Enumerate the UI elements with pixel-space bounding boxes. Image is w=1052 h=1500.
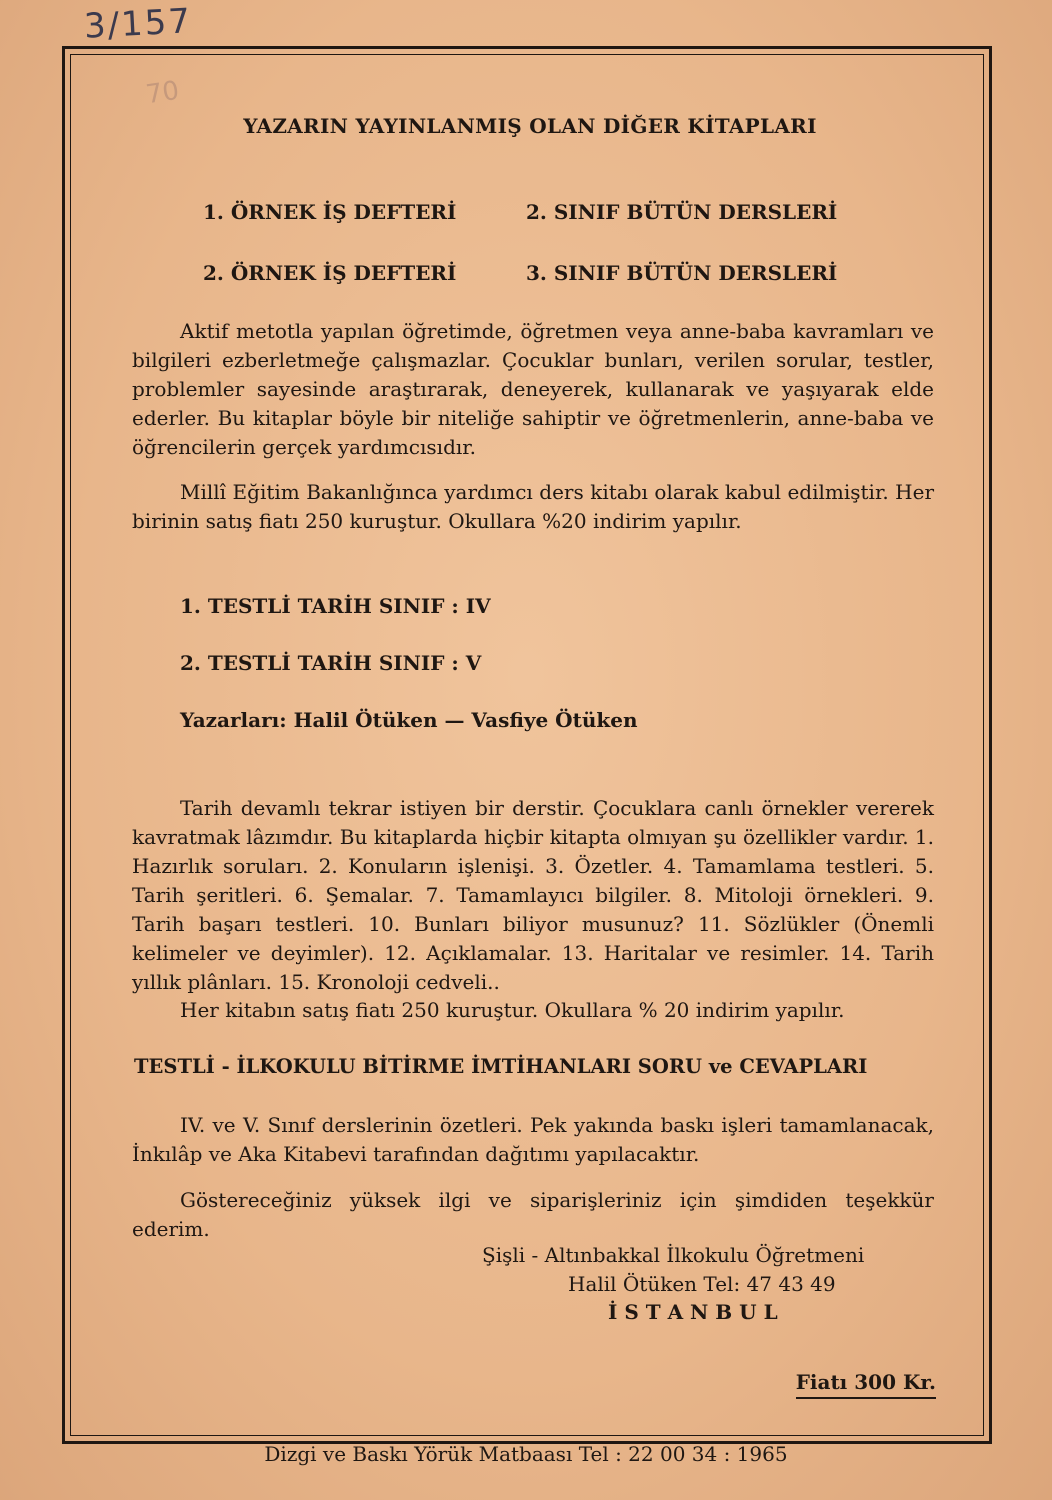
testli-tarih-iv: 1. TESTLİ TARİH SINIF : IV [180,594,491,618]
price-label: Fiatı 300 Kr. [796,1370,936,1399]
book-1-right: 2. SINIF BÜTÜN DERSLERİ [526,200,838,224]
signature-name-phone: Halil Ötüken Tel: 47 43 49 [568,1272,836,1296]
paragraph-thanks: Göstereceğiniz yüksek ilgi ve siparişleriniz için şimdiden teşekkür ederim. [132,1188,934,1241]
book-1-left: 1. ÖRNEK İŞ DEFTERİ [203,200,457,224]
book-2-right: 3. SINIF BÜTÜN DERSLERİ [526,261,838,285]
paragraph-approval: Millî Eğitim Bakanlığınca yardımcı ders kitabı olarak kabul edilmiştir. Her birinin satış fiatı 250 kuruştur. Okullara %20 indirim yapılır. [132,480,934,533]
printer-footer: Dizgi ve Baskı Yörük Matbaası Tel : 22 00 34 : 1965 [264,1442,788,1466]
book-2-left: 2. ÖRNEK İŞ DEFTERİ [203,261,457,285]
paragraph-history-features: Tarih devamlı tekrar istiyen bir derstir. Çocuklara canlı örnekler vererek kavratmak lâzımdır. Bu kitaplarda hiçbir kitapta olmıyan şu özellikler vardır. 1. Hazırlık soruları. 2. Konuların işlenişi. 3. Özetler. 4. Tamamlama testleri. 5. Tarih şeritleri. 6. Şemalar. 7. Tamamlayıcı bilgiler. 8. Mitoloji örnekleri. 9. Tarih başarı testleri. 10. Bunları biliyor musunuz? 11. Sözlükler (Önemli kelimeler ve deyimler). 12. Açıklamalar. 13. Haritalar ve resimler. 14. Tarih yıllık plânları. 15. Kronoloji cedveli.. [132,796,934,994]
authors-line: Yazarları: Halil Ötüken — Vasfiye Ötüken [180,708,638,732]
handwritten-archive-number: 3/157 [83,1,193,47]
paragraph-active-method: Aktif metotla yapılan öğretimde, öğretmen veya anne-baba kavramları ve bilgileri ezberletmeğe çalışmazlar. Çocuklar bunları, verilen sorular, testler, problemler sayesinde araştırarak, deneyerek, kullanarak ve yaşıyarak elde ederler. Bu kitaplar böyle bir niteliğe sahiptir ve öğretmenlerin, anne-baba ve öğrencilerin gerçek yardımcısıdır. [132,319,934,459]
signature-school: Şişli - Altınbakkal İlkokulu Öğretmeni [482,1243,865,1267]
testli-tarih-v: 2. TESTLİ TARİH SINIF : V [180,651,482,675]
paragraph-summaries: IV. ve V. Sınıf derslerinin özetleri. Pek yakında baskı işleri tamamlanacak, İnkılâp ve Aka Kitabevi tarafından dağıtımı yapılacaktır. [132,1113,934,1166]
subheading-exam-questions: TESTLİ - İLKOKULU BİTİRME İMTİHANLARI SORU ve CEVAPLARI [134,1055,868,1078]
page-heading: YAZARIN YAYINLANMIŞ OLAN DİĞER KİTAPLARI [243,114,817,138]
paragraph-price-note: Her kitabın satış fiatı 250 kuruştur. Okullara % 20 indirim yapılır. [180,998,845,1022]
handwritten-faint-number: 70 [144,75,182,111]
signature-city: İ S T A N B U L [608,1300,778,1324]
